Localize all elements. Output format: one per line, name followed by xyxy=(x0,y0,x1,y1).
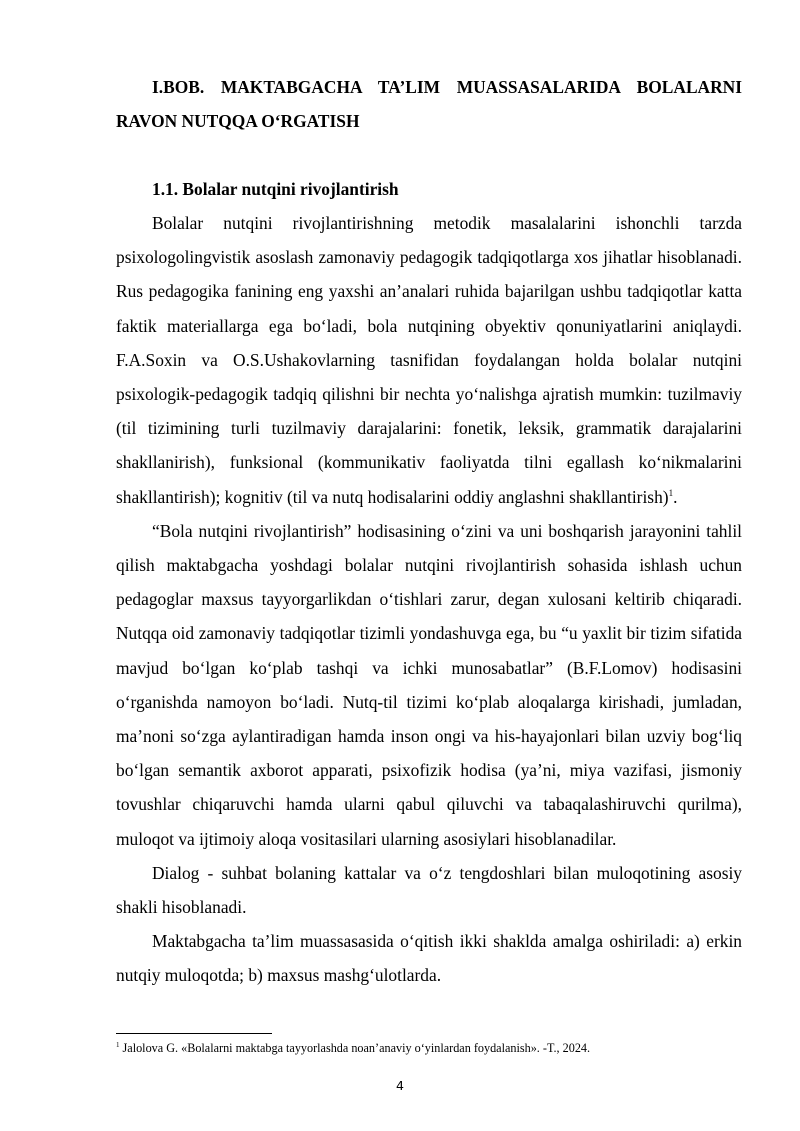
footnote-text: Jalolova G. «Bolalarni maktabga tayyorlashda noan’anaviy o‘yinlardan foydalanish». -T., 2024. xyxy=(119,1041,591,1055)
paragraph-1 xyxy=(116,206,742,514)
page-number: 4 xyxy=(396,1078,404,1093)
footnote-divider xyxy=(116,1033,272,1034)
footnote-marker: 1 xyxy=(116,1040,120,1049)
footnote xyxy=(116,1041,742,1055)
paragraph-1-period: . xyxy=(673,486,678,507)
footnote-reference[interactable]: 1 xyxy=(668,487,674,498)
main-content xyxy=(116,70,742,993)
chapter-title: I.BOB. MAKTABGACHA TA’LIM MUASSASALARIDA BOLALARNI RAVON NUTQQA O‘RGATISH xyxy=(116,77,742,131)
section-title: 1.1. Bolalar nutqini rivojlantirish xyxy=(152,179,399,199)
paragraph-1-text: Bolalar nutqini rivojlantirishning metodik masalalarini ishonchli tarzda psixologolingvistik asoslash zamonaviy pedagogik tadqiqotlarga xos jihatlar hisoblanadi. Rus pedagogika fanining eng yaxshi an’analari ruhida bajarilgan ushbu tadqiqotlar katta faktik materiallarga ega bo‘ladi, bola nutqining obyektiv qonuniyatlarini aniqlaydi. F.A.Soxin va O.S.Ushakovlarning tasnifidan foydalangan holda bolalar nutqini psixologik-pedagogik tadqiq qilishni bir nechta yo‘nalishga ajratish mumkin: tuzilmaviy (til tizimining turli tuzilmaviy darajalarini: fonetik, leksik, grammatik darajalarini shakllanirish), funksional (kommunikativ faoliyatda tilni egallash ko‘nikmalarini shakllantirish); kognitiv (til va nutq hodisalarini oddiy anglashni shakllantirish) xyxy=(116,213,742,507)
paragraph-4: Maktabgacha ta’lim muassasasida o‘qitish ikki shaklda amalga oshiriladi: a) erkin nutqiy muloqotda; b) maxsus mashg‘ulotlarda. xyxy=(116,931,742,986)
paragraph-3: Dialog - suhbat bolaning kattalar va o‘z tengdoshlari bilan muloqotining asosiy shakli hisoblanadi. xyxy=(116,862,742,918)
paragraph-2: “Bola nutqini rivojlantirish” hodisasining o‘zini va uni boshqarish jarayonini tahlil qilish maktabgacha yoshdagi bolalar nutqini rivojlantirish sohasida ishlash uchun pedagoglar maxsus tayyorgarlikdan o‘tishlari zarur, degan xulosani keltirib chiqaradi. Nutqqa oid zamonaviy tadqiqotlar tizimli yondashuvga ega, bu “u yaxlit bir tizim sifatida mavjud bo‘lgan ko‘plab tashqi va ichki munosabatlar” (B.F.Lomov) hodisasini o‘rganishda namoyon bo‘ladi. Nutq-til tizimi ko‘plab aloqalarga kirishadi, jumladan, ma’noni so‘zga aylantiradigan hamda inson ongi va his-hayajonlari bilan uzviy bog‘liq bo‘lgan semantik axborot apparati, psixofizik hodisa (ya’ni, miya vazifasi, jismoniy tovushlar chiqaruvchi hamda ularni qabul qiluvchi va tabaqalashiruvchi qurilma), muloqot va ijtimoiy aloqa vositasilari ularning asosiylari hisoblanadilar. xyxy=(116,520,742,849)
